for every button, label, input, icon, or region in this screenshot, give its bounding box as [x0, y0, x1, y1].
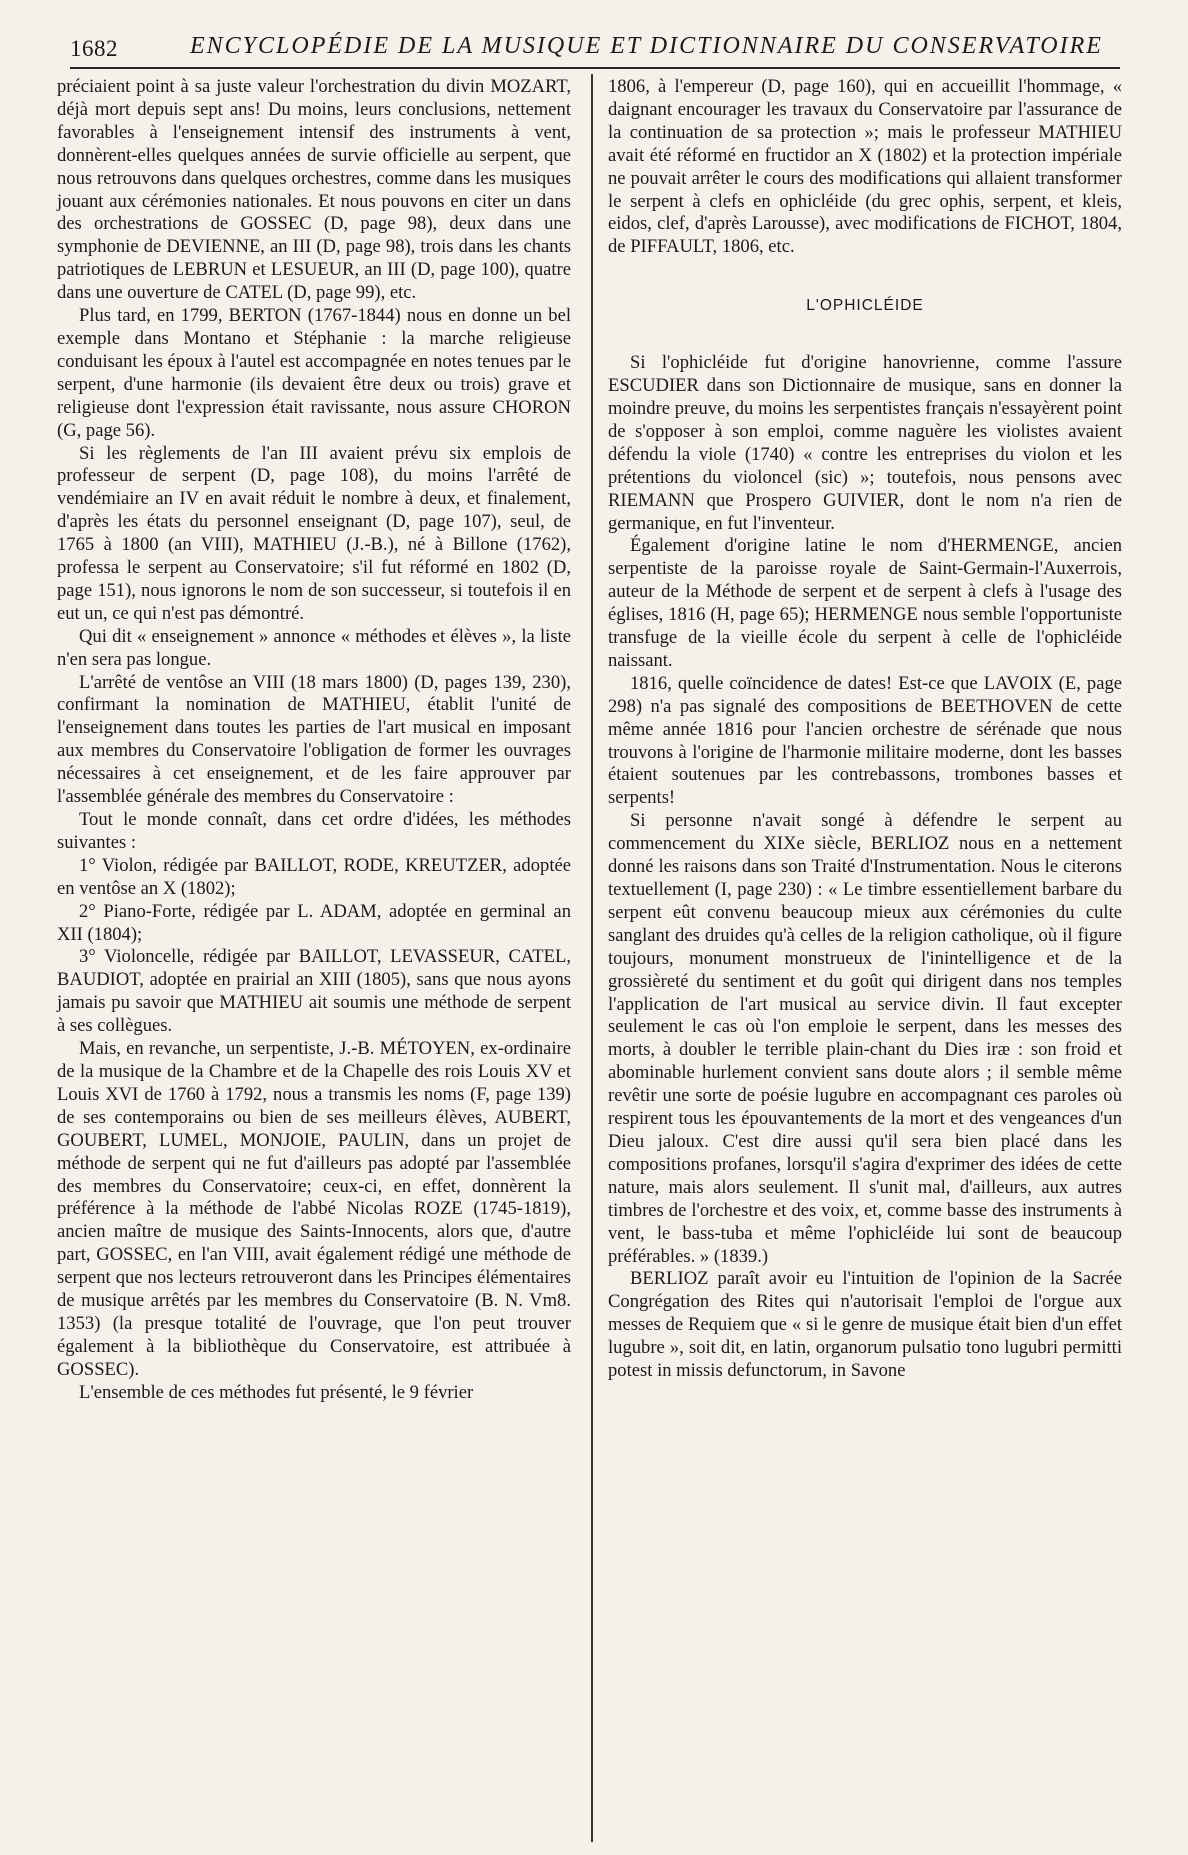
header-rule: [70, 67, 1120, 69]
page-number: 1682: [70, 36, 118, 61]
paragraph: L'arrêté de ventôse an VIII (18 mars 1800) (D, pages 139, 230), confirmant la nomination de MATHIEU, établit l'unité de l'enseignement dans toutes les parties de l'art musical en imposant aux membres du Conservatoire l'obligation de former les ouvrages nécessaires à cet enseignement, et de les faire approuver par l'assemblée générale des membres du Conservatoire :: [57, 671, 571, 808]
paragraph: préciaient point à sa juste valeur l'orchestration du divin MOZART, déjà mort depuis sept ans! Du moins, leurs conclusions, nettement favorables à l'enseignement intensif des instruments à vent, donnèrent-elles quelques années de survie officielle au serpent, que nous retrouvons dans quelques orchestres, comme dans les musiques jouant aux cérémonies nationales. Et nous pouvons en citer un dans des orchestrations de GOSSEC (D, page 98), deux dans une symphonie de DEVIENNE, an III (D, page 98), trois dans les chants patriotiques de LEBRUN et LESUEUR, an III (D, page 100), quatre dans une ouverture de CATEL (D, page 99), etc.: [57, 76, 571, 304]
paragraph: Mais, en revanche, un serpentiste, J.-B. MÉTOYEN, ex-ordinaire de la musique de la Chambre et de la Chapelle des rois Louis XV et Louis XVI de 1760 à 1792, nous a transmis les noms (F, page 139) de ses contemporains ou bien de ses meilleurs élèves, AUBERT, GOUBERT, LUMEL, MONJOIE, PAULIN, dans un projet de méthode de serpent qui ne fut d'ailleurs pas adopté par l'assemblée des membres du Conservatoire; ceux-ci, en effet, donnèrent la préférence à la méthode de l'abbé Nicolas ROZE (1745-1819), ancien maître de musique des Saints-Innocents, alors que, d'autre part, GOSSEC, en l'an VIII, avait également rédigé une méthode de serpent que nos lecteurs retrouveront dans les Principes élémentaires de musique arrêtés par les membres du Conservatoire (B. N. Vm8. 1353) (la presque totalité de l'ouvrage, que l'on peut trouver également à la bibliothèque du Conservatoire, est attribuée à GOSSEC).: [57, 1038, 571, 1380]
list-item: 2° Piano-Forte, rédigée par L. ADAM, adoptée en germinal an XII (1804);: [57, 900, 571, 945]
paragraph: Si l'ophicléide fut d'origine hanovrienne, comme l'assure ESCUDIER dans son Dictionnaire de musique, sans en donner la moindre preuve, du moins les serpentistes français n'essayèrent point de s'opposer à son emploi, comme naguère les violistes avaient défendu la viole (1740) « contre les entreprises du violon et les prétentions du violoncel (sic) »; toutefois, nous pensons avec RIEMANN que Prospero GUIVIER, dont le nom n'a rien de germanique, en fut l'inventeur.: [608, 352, 1122, 534]
page-header: [0, 0, 1188, 74]
paragraph: Qui dit « enseignement » annonce « méthodes et élèves », la liste n'en sera pas longue.: [57, 625, 571, 670]
left-column: [57, 76, 571, 1405]
section-heading: L'OPHICLÉIDE: [806, 297, 924, 315]
paragraph: Si les règlements de l'an III avaient prévu six emplois de professeur de serpent (D, page 108), du moins l'arrêté de vendémiaire an IV en avait réduit le nombre à deux, et finalement, d'après les états du personnel enseignant (D, page 107), seul, de 1765 à 1800 (an VIII), MATHIEU (J.-B.), né à Billone (1762), professa le serpent au Conservatoire; s'il fut réformé en 1802 (D, page 151), nous ignorons le nom de son successeur, si toutefois il en eut un, ce qui n'est pas démontré.: [57, 442, 571, 624]
paragraph: Si personne n'avait songé à défendre le serpent au commencement du XIXe siècle, BERLIOZ nous en a nettement donné les raisons dans son Traité d'Instrumentation. Nous le citerons textuellement (I, page 230) : « Le timbre essentiellement barbare du serpent eût convenu beaucoup mieux aux cérémonies du culte sanglant des druides qu'à celles de la religion catholique, où il figure toujours, monument monstrueux de l'inintelligence et de la grossièreté du sentiment et du goût qui dirigent dans nos temples l'application de l'art musical au service divin. Il faut excepter seulement le cas où l'on emploie le serpent, dans les messes des morts, à doubler le terrible plain-chant du Dies iræ : son froid et abominable hurlement convient sans doute alors ; il semble même revêtir une sorte de poésie lugubre en accompagnant ces paroles où respirent tous les épouvantements de la mort et des vengeances d'un Dieu jaloux. C'est dire aussi qu'il sera bien placé dans les compositions profanes, lorsqu'il s'agira d'exprimer des idées de cette nature, mais alors seulement. Il s'unit mal, d'ailleurs, aux autres timbres de l'orchestre et des voix, et, comme basse des instruments à vent, le bass-tuba et même l'ophicléide lui sont de beaucoup préférables. » (1839.): [608, 810, 1122, 1267]
running-title: ENCYCLOPÉDIE DE LA MUSIQUE ET DICTIONNAIRE DU CONSERVATOIRE: [190, 33, 1103, 59]
column-divider: [591, 74, 593, 1842]
right-column: [608, 76, 1122, 1383]
list-item: 1° Violon, rédigée par BAILLOT, RODE, KREUTZER, adoptée en ventôse an X (1802);: [57, 854, 571, 899]
paragraph: Également d'origine latine le nom d'HERMENGE, ancien serpentiste de la paroisse royale de Saint-Germain-l'Auxerrois, auteur de la Méthode de serpent et de serpent à clefs à l'usage des églises, 1816 (H, page 65); HERMENGE nous semble l'opportuniste transfuge de la vieille école du serpent à celle de l'ophicléide naissant.: [608, 535, 1122, 671]
paragraph: 1816, quelle coïncidence de dates! Est-ce que LAVOIX (E, page 298) n'a pas signalé des compositions de BEETHOVEN de cette même année 1816 pour l'ancien orchestre de sérénade que nous trouvons à l'origine de l'harmonie militaire moderne, dont les basses étaient soutenues par les contrebassons, trombones basses et serpents!: [608, 672, 1122, 809]
list-item: 3° Violoncelle, rédigée par BAILLOT, LEVASSEUR, CATEL, BAUDIOT, adoptée en prairial an XIII (1805), sans que nous ayons jamais pu savoir que MATHIEU ait soumis une méthode de serpent à ses collègues.: [57, 946, 571, 1037]
paragraph: Tout le monde connaît, dans cet ordre d'idées, les méthodes suivantes :: [57, 809, 571, 853]
paragraph: BERLIOZ paraît avoir eu l'intuition de l'opinion de la Sacrée Congrégation des Rites qui n'autorisait l'emploi de l'orgue aux messes de Requiem que « si le genre de musique était bien d'un effet lugubre », soit dit, en latin, organorum pulsatio tono lugubri permitti potest in missis defunctorum, in Savone: [608, 1268, 1122, 1382]
paragraph: L'ensemble de ces méthodes fut présenté, le 9 février: [79, 1381, 474, 1403]
paragraph: 1806, à l'empereur (D, page 160), qui en accueillit l'hommage, « daignant encourager les travaux du Conservatoire par l'assurance de la continuation de sa protection »; mais le professeur MATHIEU avait été réformé en fructidor an X (1802) et la protection impériale ne pouvait arrêter le cours des modifications qui allaient transformer le serpent à clefs en ophicléide (du grec ophis, serpent, et kleis, eidos, clef, d'après Larousse), avec modifications de FICHOT, 1804, de PIFFAULT, 1806, etc.: [608, 76, 1122, 258]
paragraph: Plus tard, en 1799, BERTON (1767-1844) nous en donne un bel exemple dans Montano et Stéphanie : la marche religieuse conduisant les époux à l'autel est accompagnée en notes tenues par le serpent, d'une harmonie (ils devaient être deux ou trois) grave et religieuse dont l'expression était ravissante, nous assure CHORON (G, page 56).: [57, 305, 571, 441]
